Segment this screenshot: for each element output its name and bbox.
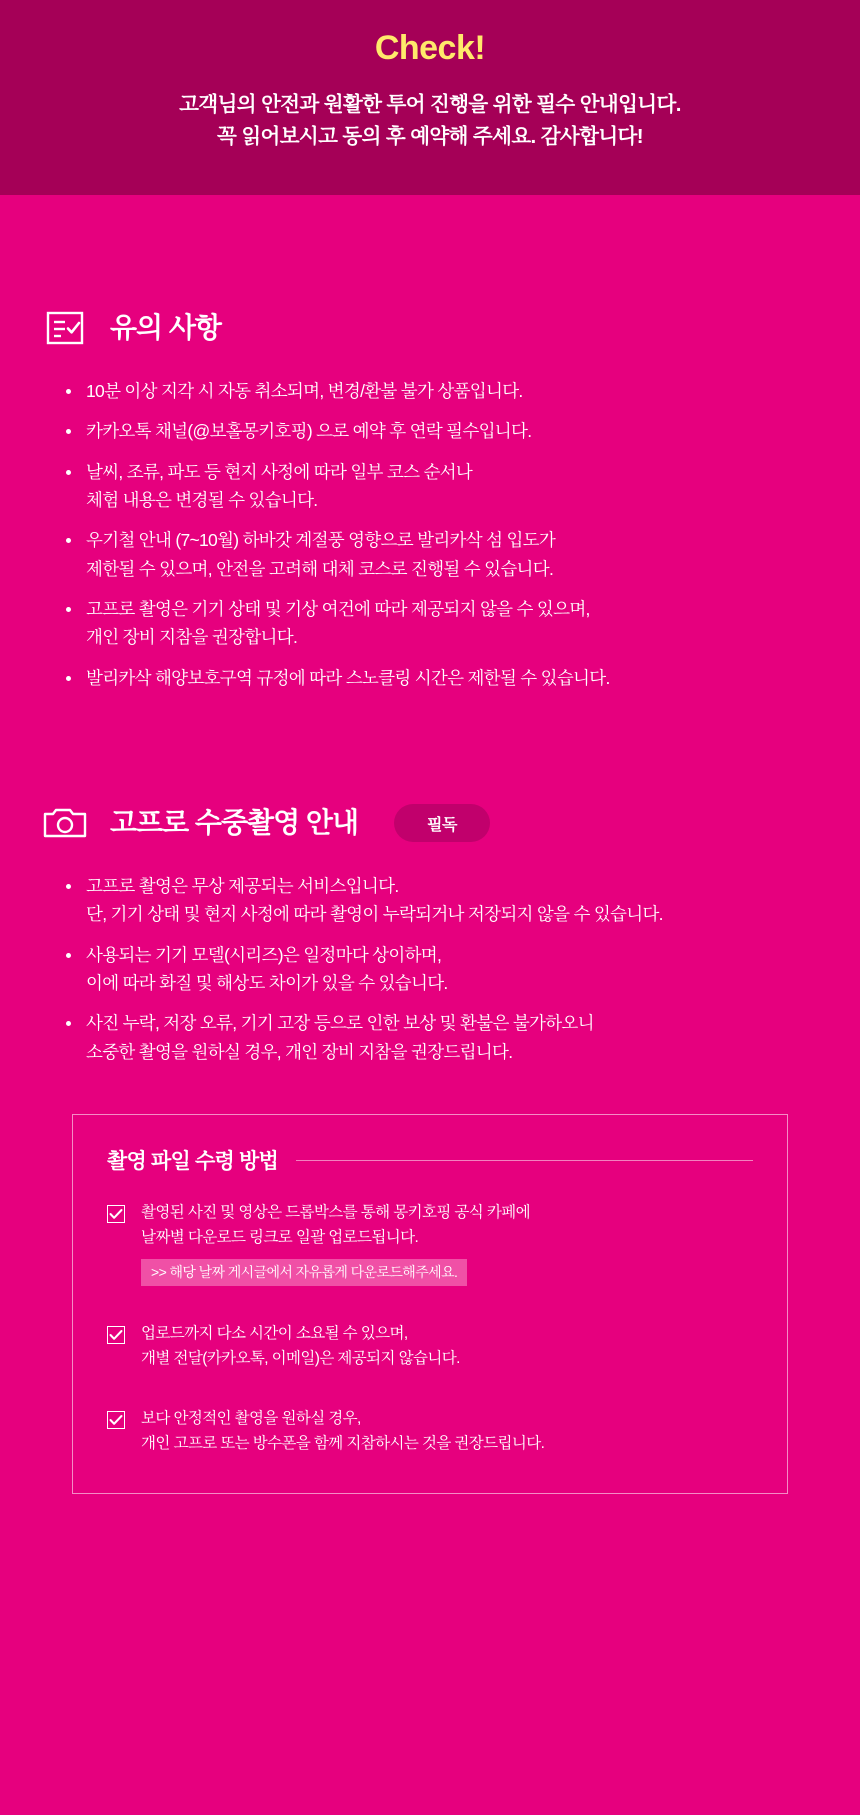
section-notice-header (42, 305, 818, 351)
spacer (107, 1308, 753, 1322)
check-icon (107, 1411, 125, 1429)
list-item (64, 664, 818, 692)
file-delivery-box (72, 1114, 788, 1494)
list-item-line-2: 이에 따라 화질 및 해상도 차이가 있을 수 있습니다. (86, 973, 448, 994)
content-body (0, 195, 860, 1568)
list-item-line-1: 사용되는 기기 모델(시리즈)은 일정마다 상이하며, (86, 944, 442, 965)
section-notice (42, 305, 818, 692)
page-title: Check! (374, 29, 486, 67)
list-item-line-2: 체험 내용은 변경될 수 있습니다. (86, 489, 318, 510)
list-item-line-1: 카카오톡 채널(@보홀몽키호핑) 으로 예약 후 연락 필수입니다. (86, 421, 532, 442)
list-item (64, 377, 818, 405)
section-gopro-title: 고프로 수중촬영 안내 (110, 807, 358, 839)
list-item-line-2: 개인 장비 지참을 권장합니다. (86, 627, 298, 648)
list-item (64, 526, 818, 583)
section-gopro-header (42, 800, 818, 846)
list-item-line-1: 날씨, 조류, 파도 등 현지 사정에 따라 일부 코스 순서나 (86, 461, 473, 482)
header-subtitle (40, 89, 820, 153)
list-item-line-2: 날짜별 다운로드 링크로 일괄 업로드됩니다. (141, 1228, 419, 1246)
list-item-line-1: 발리카삭 해양보호구역 규정에 따라 스노클링 시간은 제한될 수 있습니다. (86, 667, 610, 688)
list-item-line-1: 우기철 안내 (7~10월) 하바갓 계절풍 영향으로 발리카삭 섬 입도가 (86, 530, 556, 551)
list-item (64, 417, 818, 445)
list-item (64, 458, 818, 515)
check-icon (107, 1326, 125, 1344)
list-item (64, 872, 818, 929)
gopro-list (42, 872, 818, 1066)
list-item-line-2: 제한될 수 있으며, 안전을 고려해 대체 코스로 진행될 수 있습니다. (86, 558, 554, 579)
list-item-line-1: 보다 안정적인 촬영을 원하실 경우, (141, 1410, 361, 1428)
list-item (64, 595, 818, 652)
list-item-line-1: 고프로 촬영은 무상 제공되는 서비스입니다. (86, 876, 399, 897)
list-item-line-2: 단, 기기 상태 및 현지 사정에 따라 촬영이 누락되거나 저장되지 않을 수 있습니다. (86, 904, 663, 925)
list-item-line-2: 개인 고프로 또는 방수폰을 함께 지참하시는 것을 권장드립니다. (141, 1435, 545, 1453)
camera-icon (42, 800, 88, 846)
notice-list (42, 377, 818, 692)
divider (296, 1160, 753, 1161)
checklist-icon (42, 305, 88, 351)
list-item-line-1: 10분 이상 지각 시 자동 취소되며, 변경/환불 불가 상품입니다. (86, 380, 523, 401)
list-item (64, 941, 818, 998)
spacer (107, 1393, 753, 1407)
list-item-line-2: 개별 전달(카카오톡, 이메일)은 제공되지 않습니다. (141, 1349, 460, 1367)
list-item-line-1: 촬영된 사진 및 영상은 드롭박스를 통해 몽키호핑 공식 카페에 (141, 1204, 530, 1222)
list-item (107, 1322, 753, 1372)
list-item (107, 1201, 753, 1286)
list-item-line-2: 소중한 촬영을 원하실 경우, 개인 장비 지참을 권장드립니다. (86, 1041, 513, 1062)
header-subtitle-line-1: 고객님의 안전과 원활한 투어 진행을 위한 필수 안내입니다. (179, 93, 681, 117)
page-header (0, 0, 860, 195)
list-item-line-1: 업로드까지 다소 시간이 소요될 수 있으며, (141, 1324, 408, 1342)
list-item (107, 1407, 753, 1457)
status-badge: 필독 (394, 804, 490, 842)
spacer-bottom (42, 1494, 818, 1568)
spacer-between-sections (42, 704, 818, 800)
list-item (64, 1009, 818, 1066)
list-item-highlight: >> 해당 날짜 게시글에서 자유롭게 다운로드해주세요. (141, 1259, 467, 1286)
header-subtitle-line-2: 꼭 읽어보시고 동의 후 예약해 주세요. 감사합니다! (217, 125, 643, 149)
section-gopro (42, 800, 818, 1066)
file-delivery-header (107, 1145, 753, 1175)
list-item-line-1: 고프로 촬영은 기기 상태 및 기상 여건에 따라 제공되지 않을 수 있으며, (86, 598, 590, 619)
file-delivery-title: 촬영 파일 수령 방법 (107, 1150, 278, 1174)
list-item-line-1: 사진 누락, 저장 오류, 기기 고장 등으로 인한 보상 및 환불은 불가하오니 (86, 1013, 594, 1034)
list-item-text (141, 1201, 530, 1286)
list-item-text (141, 1407, 544, 1457)
section-notice-title: 유의 사항 (110, 311, 221, 343)
spacer-top (42, 195, 818, 305)
check-icon (107, 1205, 125, 1223)
list-item-text (141, 1322, 460, 1372)
